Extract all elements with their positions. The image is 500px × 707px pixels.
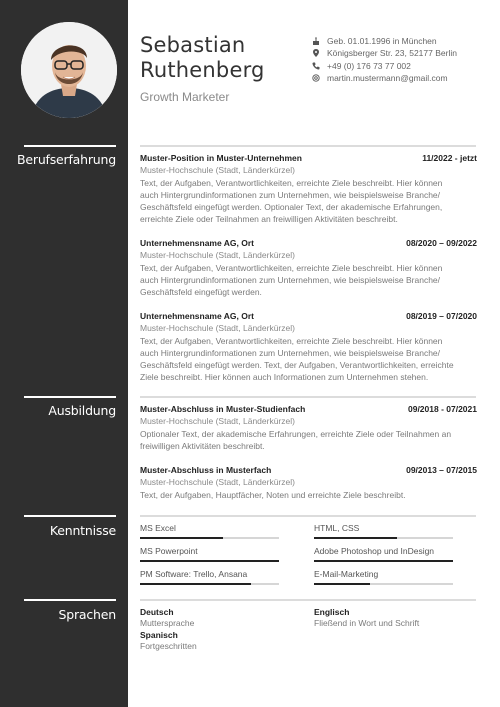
contact-address [312, 47, 457, 59]
language-column-left [140, 607, 197, 653]
skill-bar [140, 583, 279, 585]
section-divider-right [140, 515, 476, 517]
contact-text: +49 (0) 176 73 77 002 [327, 60, 411, 71]
experience-entry [140, 238, 477, 298]
skill-item [314, 523, 453, 539]
skill-name: MS Powerpoint [140, 546, 198, 556]
last-name: Ruthenberg [140, 58, 265, 82]
education-entry [140, 465, 477, 501]
experience-entry [140, 311, 477, 383]
language-name: Deutsch [140, 607, 174, 617]
section-title-experience: Berufserfahrung [17, 152, 116, 167]
entry-position: Muster-Abschluss in Muster-Studienfach [140, 404, 306, 414]
entry-place: Muster-Hochschule (Stadt, Länderkürzel) [140, 323, 295, 333]
phone-icon [312, 62, 320, 70]
contact-block [312, 35, 457, 84]
contact-phone [312, 60, 457, 72]
entry-description: Text, der Aufgaben, Hauptfächer, Noten und erreichte Ziele beschreibt. [140, 490, 406, 500]
skill-name: PM Software: Trello, Ansana [140, 569, 248, 579]
section-divider-left [24, 396, 116, 398]
skill-bar-fill [140, 560, 279, 562]
section-divider-left [24, 599, 116, 601]
skill-bar-fill [314, 560, 453, 562]
skill-item [140, 546, 279, 562]
education-entry [140, 404, 477, 452]
skill-item [140, 569, 279, 585]
section-title-education: Ausbildung [48, 403, 116, 418]
skill-bar [314, 583, 453, 585]
entry-description: Optionaler Text, der akademische Erfahrungen, erreichte Ziele oder Teilnahmen an freiwilligen Aktivitäten beschreibt. [140, 429, 452, 451]
section-divider-right [140, 145, 476, 147]
skill-bar [140, 537, 279, 539]
language-level: Fließend in Wort und Schrift [314, 618, 420, 628]
profile-photo [21, 22, 117, 118]
contact-birth [312, 35, 457, 47]
section-divider-left [24, 515, 116, 517]
entry-position: Unternehmensname AG, Ort [140, 311, 254, 321]
entry-date: 11/2022 - jetzt [422, 153, 477, 163]
skill-item [140, 523, 279, 539]
section-divider-right [140, 396, 476, 398]
skill-bar [314, 537, 453, 539]
experience-entry [140, 153, 477, 225]
skill-name: HTML, CSS [314, 523, 360, 533]
contact-text[interactable]: martin.mustermann@gmail.com [327, 72, 448, 83]
skill-bar-fill [140, 537, 223, 539]
skill-name: E-Mail-Marketing [314, 569, 379, 579]
entry-date: 09/2013 – 07/2015 [406, 465, 477, 475]
location-pin-icon [312, 49, 320, 57]
entry-place: Muster-Hochschule (Stadt, Länderkürzel) [140, 250, 295, 260]
entry-position: Unternehmensname AG, Ort [140, 238, 254, 248]
language-column-right [314, 607, 419, 630]
language-name: Spanisch [140, 630, 178, 640]
first-name: Sebastian [140, 33, 246, 57]
section-divider-right [140, 599, 476, 601]
skill-bar [314, 560, 453, 562]
candidate-name [140, 33, 265, 83]
section-divider-left [24, 145, 116, 147]
entry-position: Muster-Abschluss in Musterfach [140, 465, 272, 475]
language-name: Englisch [314, 607, 350, 617]
entry-date: 08/2019 – 07/2020 [406, 311, 477, 321]
entry-place: Muster-Hochschule (Stadt, Länderkürzel) [140, 416, 295, 426]
contact-email[interactable] [312, 72, 457, 84]
skill-bar-fill [314, 583, 370, 585]
entry-date: 08/2020 – 09/2022 [406, 238, 477, 248]
entry-place: Muster-Hochschule (Stadt, Länderkürzel) [140, 477, 295, 487]
entry-date: 09/2018 - 07/2021 [407, 404, 477, 414]
language-level: Muttersprache [140, 618, 195, 628]
entry-position: Muster-Position in Muster-Unternehmen [140, 153, 302, 163]
contact-text: Königsberger Str. 23, 52177 Berlin [327, 48, 457, 59]
entry-description: Text, der Aufgaben, Verantwortlichkeiten, erreichte Ziele beschreibt. Hier können auch Hintergrundinformationen zum Unternehmen, wie beispielsweise Branche/ Geschäftsfeld eingefügt werden. [140, 263, 443, 297]
skill-name: Adobe Photoshop und InDesign [314, 546, 435, 556]
skill-item [314, 546, 453, 562]
job-title: Growth Marketer [140, 90, 230, 104]
cake-icon [312, 37, 320, 45]
skill-bar-fill [314, 537, 397, 539]
language-level: Fortgeschritten [140, 641, 197, 651]
skill-item [314, 569, 453, 585]
entry-description: Text, der Aufgaben, Verantwortlichkeiten, erreichte Ziele beschreibt. Hier können auch Hintergrundinformationen zum Unternehmen, wie beispielsweise Branche/ Geschäftsfeld eingefügt werden. Optionaler Text, der akademische Erfahrungen, erreichte Ziele oder Teilnahmen an freiwilligen Aktivitäten beschreibt. [140, 178, 443, 224]
entry-place: Muster-Hochschule (Stadt, Länderkürzel) [140, 165, 295, 175]
skill-name: MS Excel [140, 523, 176, 533]
section-title-skills: Kenntnisse [49, 523, 116, 538]
skill-bar [140, 560, 279, 562]
skill-bar-fill [140, 583, 251, 585]
entry-description: Text, der Aufgaben, Verantwortlichkeiten, erreichte Ziele beschreibt. Hier können auch Hintergrundinformationen zum Unternehmen, wie beispielsweise Branche/ Geschäftsfeld eingefügt werden. Text, der Aufgaben, Verantwortlichkeiten, erreichte Ziele beschreibt. Hier können auch Informationen zum Unternehmen stehen. [140, 336, 454, 382]
contact-text: Geb. 01.01.1996 in München [327, 36, 437, 46]
section-title-languages: Sprachen [58, 607, 116, 622]
at-icon [312, 74, 320, 82]
